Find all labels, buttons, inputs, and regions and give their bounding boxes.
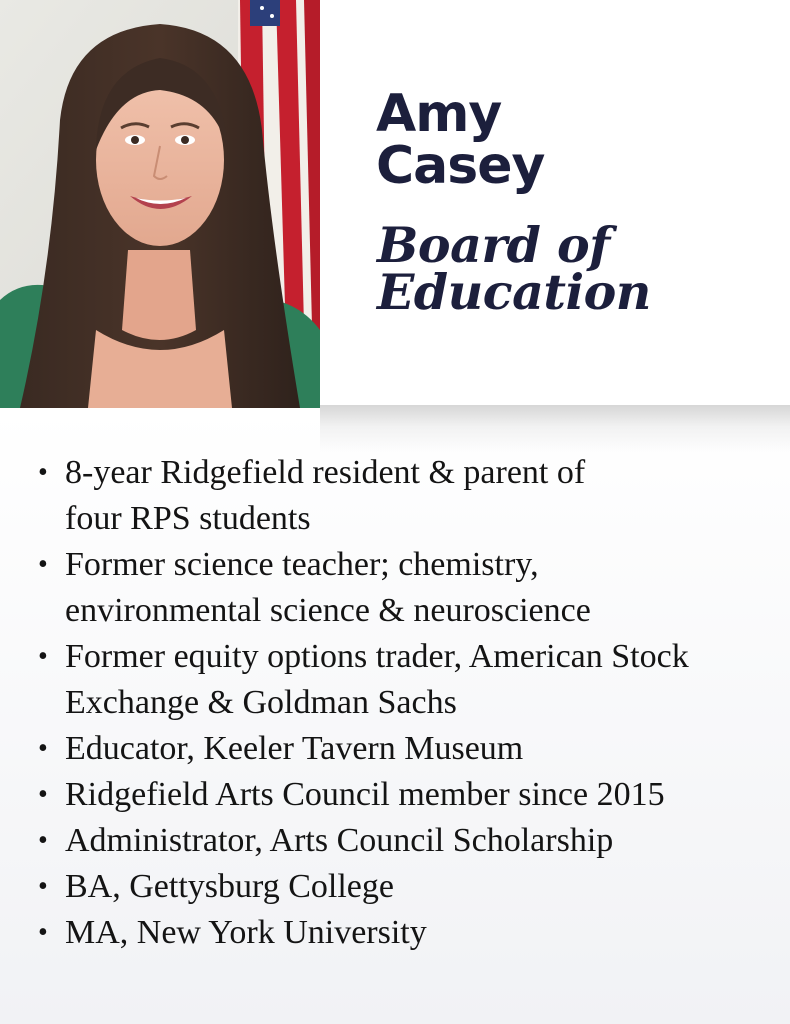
bullet-icon: • [38, 641, 48, 672]
bullet-icon: • [38, 871, 48, 902]
bio-item [38, 634, 790, 726]
bullet-icon: • [38, 825, 48, 856]
candidate-first-name: Amy [376, 84, 502, 144]
bio-item-text: Ridgefield Arts Council member since 2015 [65, 776, 665, 813]
bio-item [38, 450, 790, 542]
office-title [377, 216, 651, 321]
candidate-name [376, 84, 545, 196]
candidate-last-name: Casey [376, 136, 545, 196]
bullet-icon: • [38, 779, 48, 810]
bullet-icon: • [38, 549, 48, 580]
bio-item-text: Former equity options trader, American Stock [65, 638, 689, 675]
bio-item-text: four RPS students [65, 500, 311, 537]
office-title-line-1: Board of [377, 216, 610, 274]
bullet-icon: • [38, 917, 48, 948]
bio-item-text: MA, New York University [65, 914, 427, 951]
bio-item [38, 864, 790, 910]
bio-item-text: environmental science & neuroscience [65, 592, 591, 629]
bio-item-text: Exchange & Goldman Sachs [65, 684, 457, 721]
bio-item [38, 910, 790, 956]
bio-item-text: Administrator, Arts Council Scholarship [65, 822, 614, 859]
bio-item-text: BA, Gettysburg College [65, 868, 394, 905]
header-shadow [320, 405, 790, 453]
bio-item [38, 726, 790, 772]
bio-item-text: 8-year Ridgefield resident & parent of [65, 454, 586, 491]
candidate-photo [0, 0, 320, 408]
bullet-icon: • [38, 457, 48, 488]
bio-item [38, 772, 790, 818]
bio-item-text: Former science teacher; chemistry, [65, 546, 539, 583]
bio-item-text: Educator, Keeler Tavern Museum [65, 730, 524, 767]
bio-item [38, 542, 790, 634]
office-title-line-2: Education [377, 263, 651, 321]
bullet-icon: • [38, 733, 48, 764]
bio-item [38, 818, 790, 864]
bio-list [38, 450, 790, 956]
